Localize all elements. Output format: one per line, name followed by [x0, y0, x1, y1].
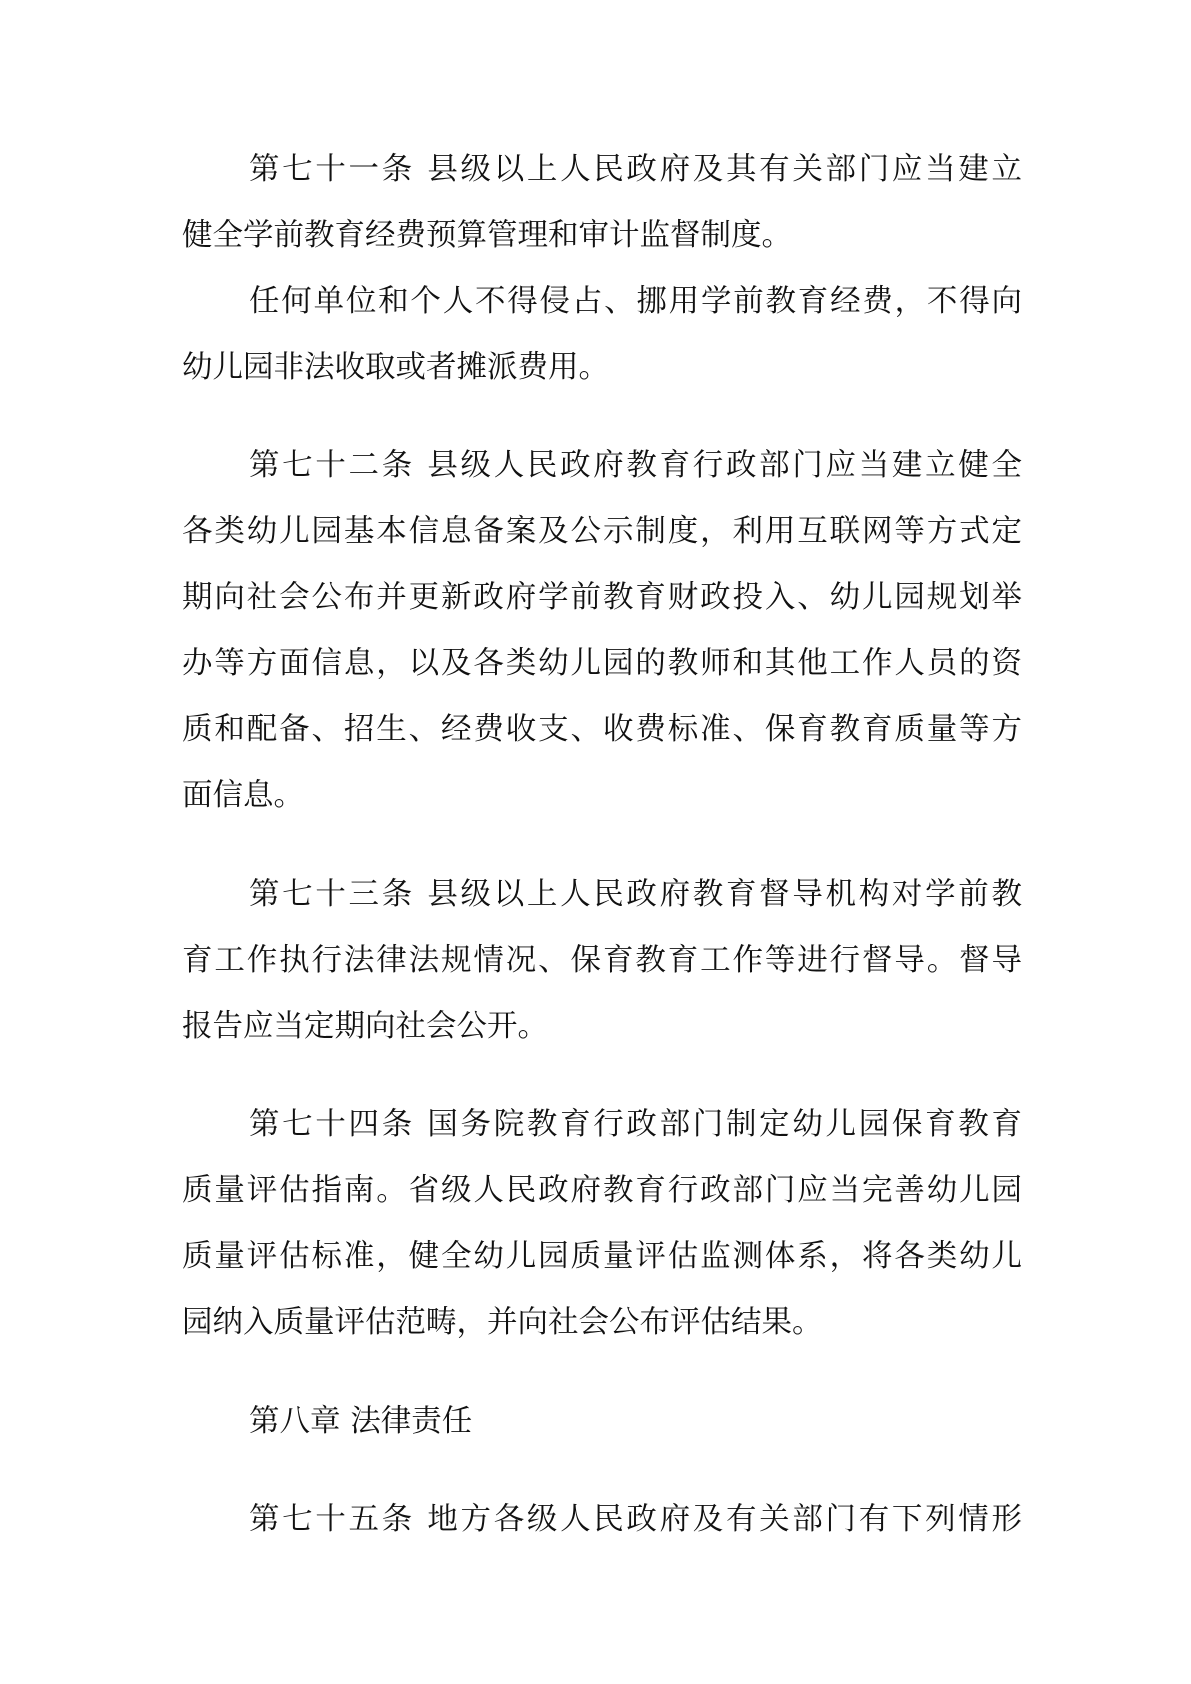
article-74-line-3: 质量评估标准，健全幼儿园质量评估监测体系，将各类幼儿 — [182, 1239, 1022, 1274]
article-74-line-1: 第七十四条 国务院教育行政部门制定幼儿园保育教育 — [249, 1107, 1022, 1142]
article-72-line-6: 面信息。 — [182, 778, 304, 813]
article-74-line-2: 质量评估指南。省级人民政府教育行政部门应当完善幼儿园 — [182, 1173, 1022, 1208]
article-75-line-1: 第七十五条 地方各级人民政府及有关部门有下列情形 — [249, 1502, 1022, 1537]
article-73-line-2: 育工作执行法律法规情况、保育教育工作等进行督导。督导 — [182, 943, 1022, 978]
article-72-line-1: 第七十二条 县级人民政府教育行政部门应当建立健全 — [249, 448, 1022, 483]
article-71-line-2: 健全学前教育经费预算管理和审计监督制度。 — [182, 218, 792, 253]
article-72-line-4: 办等方面信息，以及各类幼儿园的教师和其他工作人员的资 — [182, 646, 1022, 681]
article-72-line-5: 质和配备、招生、经费收支、收费标准、保育教育质量等方 — [182, 712, 1022, 747]
article-73-line-1: 第七十三条 县级以上人民政府教育督导机构对学前教 — [249, 877, 1022, 912]
article-71-line-3: 任何单位和个人不得侵占、挪用学前教育经费，不得向 — [249, 284, 1022, 319]
article-71-line-4: 幼儿园非法收取或者摊派费用。 — [182, 350, 609, 385]
article-73-line-3: 报告应当定期向社会公开。 — [182, 1009, 548, 1044]
article-71-line-1: 第七十一条 县级以上人民政府及其有关部门应当建立 — [249, 152, 1022, 187]
article-72-line-3: 期向社会公布并更新政府学前教育财政投入、幼儿园规划举 — [182, 580, 1022, 615]
article-74-line-4: 园纳入质量评估范畴，并向社会公布评估结果。 — [182, 1305, 823, 1340]
article-72-line-2: 各类幼儿园基本信息备案及公示制度，利用互联网等方式定 — [182, 514, 1022, 549]
chapter-8-heading: 第八章 法律责任 — [249, 1404, 473, 1439]
